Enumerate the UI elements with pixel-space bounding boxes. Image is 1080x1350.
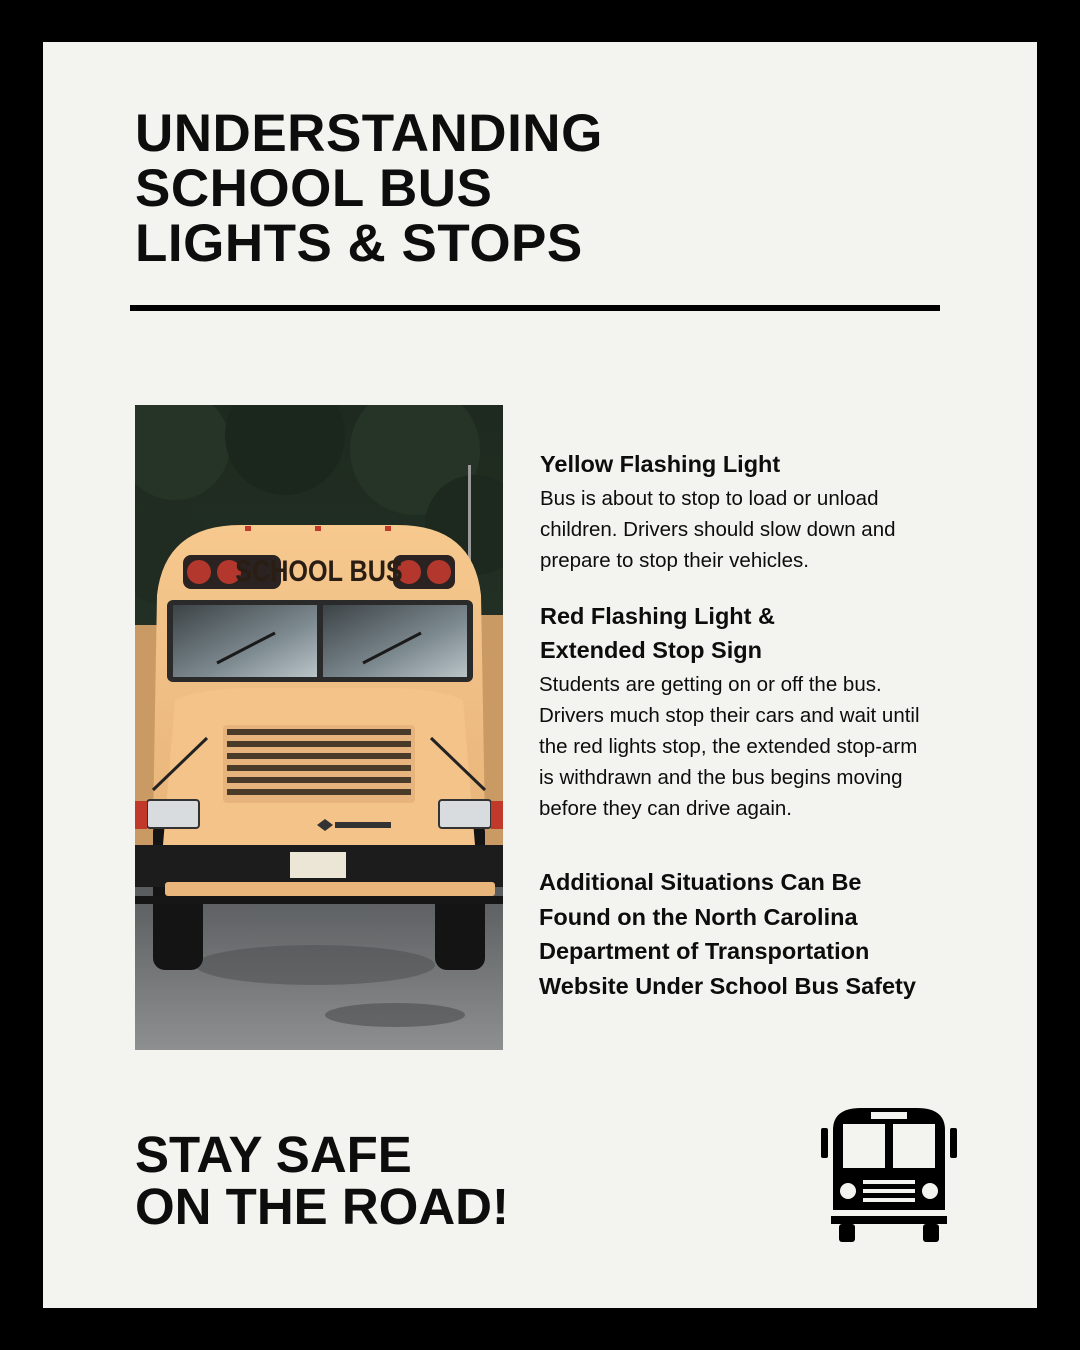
page-title xyxy=(135,106,603,271)
red-light-heading xyxy=(540,599,920,667)
red-light-line-2: Drivers much stop their cars and wait until xyxy=(539,704,920,727)
footer-slogan xyxy=(135,1126,509,1235)
yellow-light-line-2: children. Drivers should slow down and xyxy=(540,518,896,541)
poster-card xyxy=(43,42,1037,1308)
yellow-light-description xyxy=(540,483,960,576)
school-bus-photo xyxy=(135,405,503,1050)
title-divider xyxy=(130,305,940,311)
red-light-heading-line-1: Red Flashing Light & xyxy=(540,603,775,629)
school-bus-icon xyxy=(821,1108,957,1244)
footer-line-1: STAY SAFE xyxy=(135,1126,412,1183)
red-light-line-4: is withdrawn and the bus begins moving xyxy=(539,766,903,789)
red-light-heading-line-2: Extended Stop Sign xyxy=(540,637,762,663)
additional-line-4: Website Under School Bus Safety xyxy=(539,972,916,999)
title-line-2: SCHOOL BUS xyxy=(135,159,493,218)
red-light-line-5: before they can drive again. xyxy=(539,797,792,820)
footer-line-2: ON THE ROAD! xyxy=(135,1178,509,1235)
yellow-light-section xyxy=(540,447,960,576)
info-column xyxy=(539,447,960,999)
additional-line-1: Additional Situations Can Be xyxy=(539,869,862,895)
yellow-light-heading: Yellow Flashing Light xyxy=(540,451,781,477)
red-light-description xyxy=(539,669,920,824)
red-light-line-3: the red lights stop, the extended stop-arm xyxy=(539,735,918,758)
title-line-1: UNDERSTANDING xyxy=(135,104,603,163)
bus-sign-text: SCHOOL BUS xyxy=(235,553,403,588)
title-line-3: LIGHTS & STOPS xyxy=(135,214,583,273)
additional-line-3: Department of Transportation xyxy=(539,938,870,964)
yellow-light-line-3: prepare to stop their vehicles. xyxy=(540,549,809,572)
red-light-line-1: Students are getting on or off the bus. xyxy=(539,673,882,696)
red-light-section xyxy=(540,599,920,824)
additional-situations-note xyxy=(539,865,969,1003)
additional-line-2: Found on the North Carolina xyxy=(539,903,858,930)
yellow-light-line-1: Bus is about to stop to load or unload xyxy=(540,487,879,510)
